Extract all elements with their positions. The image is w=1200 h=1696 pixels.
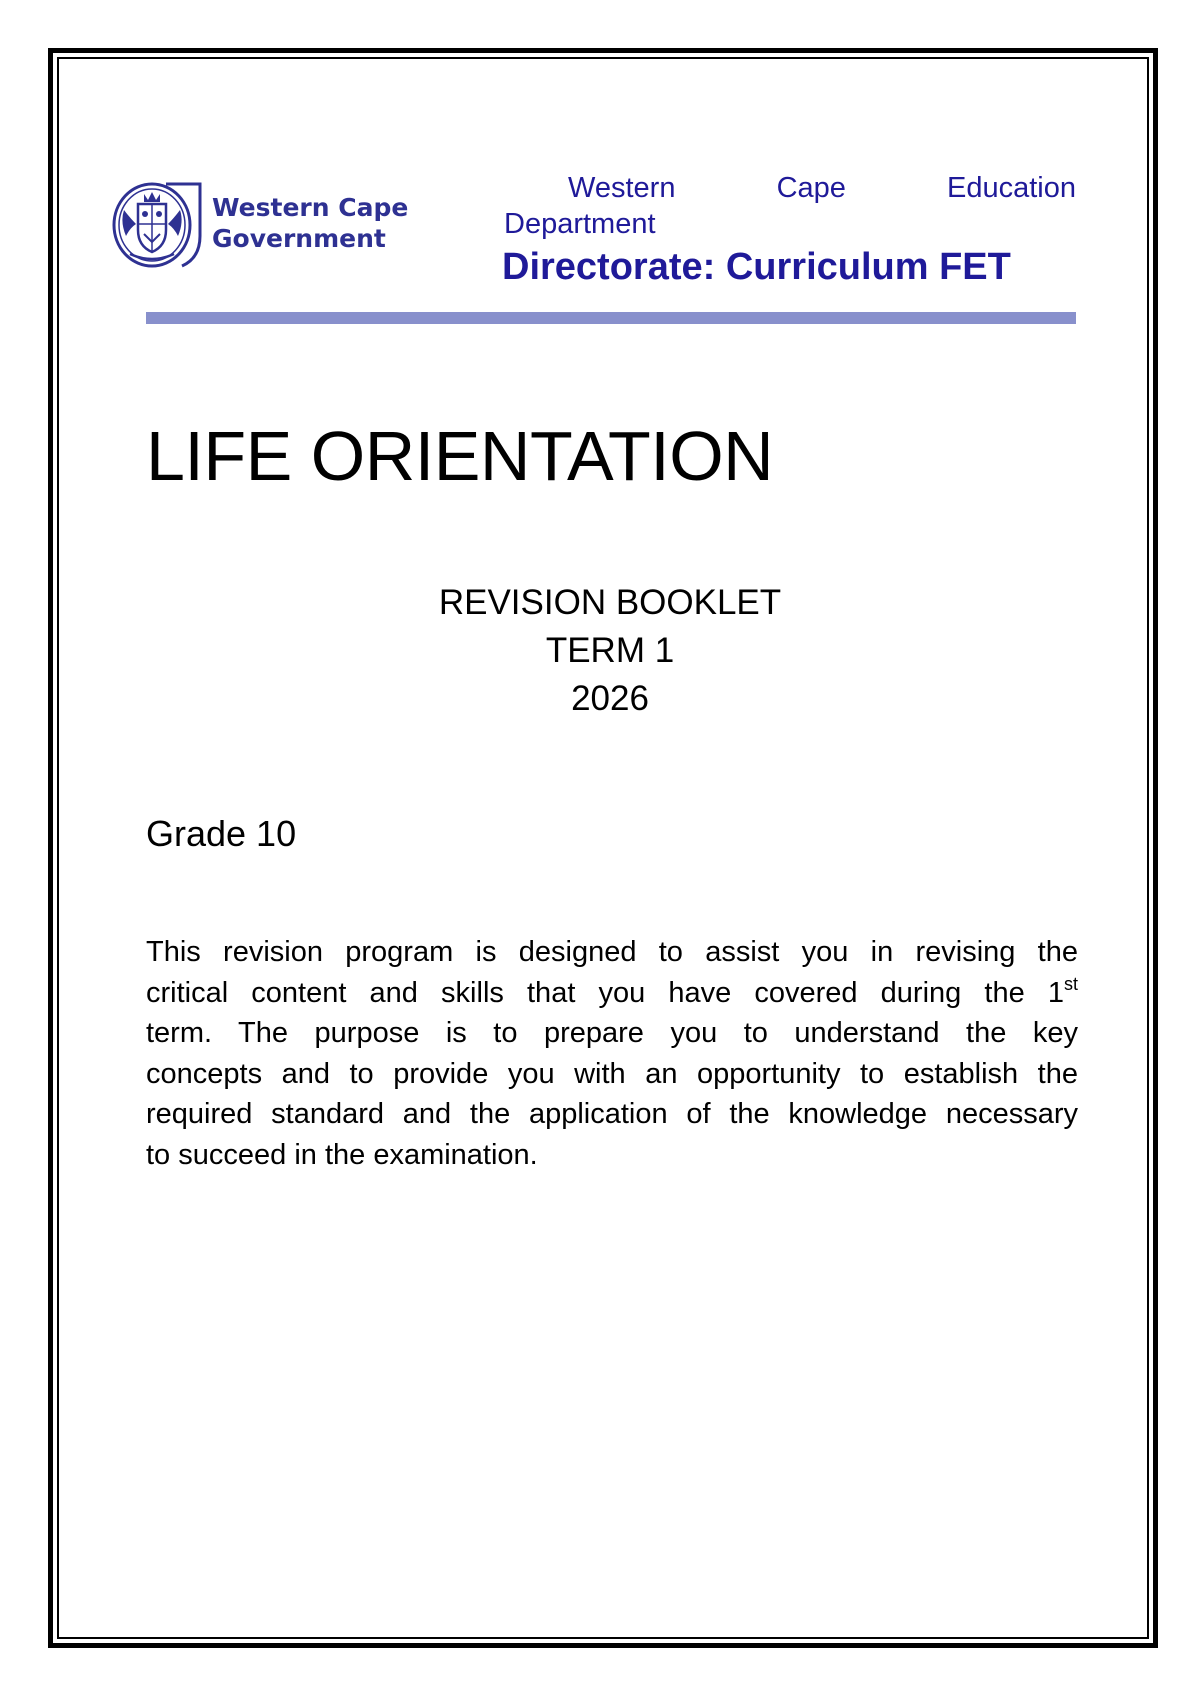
department-name-line-2: Department: [504, 208, 656, 240]
intro-line-2: [146, 973, 1078, 1014]
logo-line-2: Government: [212, 224, 386, 253]
intro-line-3: term. The purpose is to prepare you to understand the key: [146, 1017, 1078, 1050]
intro-line-2-sup: st: [1063, 973, 1078, 994]
logo-line-1: Western Cape: [212, 193, 409, 222]
grade-label: Grade 10: [146, 813, 297, 854]
intro-line-6: to succeed in the examination.: [146, 1138, 538, 1171]
intro-paragraph: [146, 932, 1078, 1176]
intro-line-1: This revision program is designed to assist you in revising the: [146, 936, 1078, 968]
department-word-education: Education: [947, 172, 1076, 204]
intro-line-4: concepts and to provide you with an opportunity to establish the: [146, 1057, 1078, 1090]
intro-line-2-text: critical content and skills that you have covered during the 1: [146, 976, 1064, 1009]
department-name-line-1: [504, 170, 1076, 206]
western-cape-government-logo: [108, 176, 428, 272]
document-title: LIFE ORIENTATION: [146, 417, 774, 495]
coat-of-arms-icon: [108, 176, 204, 272]
department-word-western: Western: [568, 172, 676, 204]
intro-line-5: required standard and the application of the knowledge necessary: [146, 1098, 1078, 1131]
logo-wordmark: [212, 192, 408, 254]
booklet-line-1: REVISION BOOKLET: [438, 583, 782, 622]
directorate-heading: Directorate: Curriculum FET: [502, 246, 1011, 288]
booklet-term: TERM 1: [545, 631, 675, 670]
booklet-year: 2026: [571, 679, 649, 718]
department-word-cape: Cape: [776, 172, 846, 204]
header-divider: [146, 312, 1076, 324]
